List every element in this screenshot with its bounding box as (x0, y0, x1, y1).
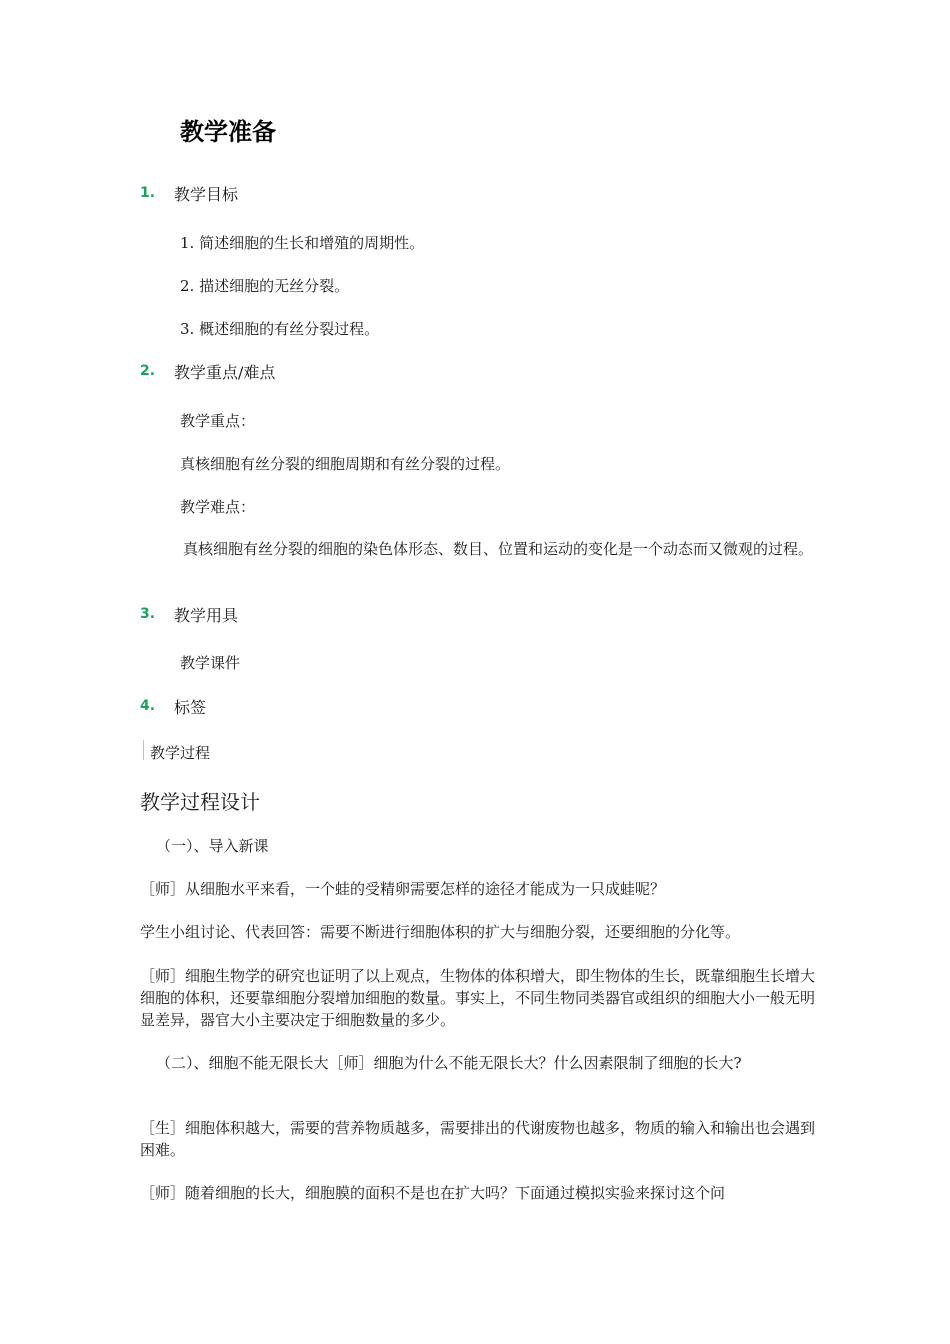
focus-label: 教学重点： (180, 412, 256, 430)
process-label: 教学过程 (150, 744, 211, 762)
section-title-key-points: 教学重点/难点 (174, 363, 276, 382)
section-title-objectives: 教学目标 (174, 185, 239, 204)
section-number: 2. (140, 363, 156, 379)
process-paragraph: 学生小组讨论、代表回答：需要不断进行细胞体积的扩大与细胞分裂，还要细胞的分化等。 (140, 923, 741, 941)
section-number: 1. (140, 185, 156, 201)
section-title-tags: 标签 (174, 698, 207, 717)
section-divider (143, 740, 144, 760)
objective-item: 1. 简述细胞的生长和增殖的周期性。 (180, 234, 425, 252)
section-number: 4. (140, 698, 156, 714)
process-paragraph: ［师］随着细胞的长大，细胞膜的面积不是也在扩大吗？下面通过模拟实验来探讨这个问 (140, 1184, 726, 1202)
process-title: 教学过程设计 (140, 790, 260, 814)
focus-text: 真核细胞有丝分裂的细胞周期和有丝分裂的过程。 (180, 455, 511, 473)
difficulty-text: 真核细胞有丝分裂的细胞的染色体形态、数目、位置和运动的变化是一个动态而又微观的过程。 (168, 540, 814, 558)
section-number: 3. (140, 606, 156, 622)
objective-item: 2. 描述细胞的无丝分裂。 (180, 277, 350, 295)
section-title-tools: 教学用具 (174, 606, 239, 625)
process-paragraph: （一）、导入新课 (156, 837, 269, 855)
objective-item: 3. 概述细胞的有丝分裂过程。 (180, 320, 380, 338)
process-paragraph: ［师］细胞生物学的研究也证明了以上观点，生物体的体积增大，即生物体的生长，既靠细胞生长增大细胞的体积，还要靠细胞分裂增加细胞的数量。事实上，不同生物同类器官或组织的细胞大小一般无明显差异，器官大小主要决定于细胞数量的多少。 (140, 967, 816, 1029)
difficulty-label: 教学难点： (180, 498, 256, 516)
tools-text: 教学课件 (180, 654, 241, 672)
process-paragraph: ［生］细胞体积越大，需要的营养物质越多，需要排出的代谢废物也越多，物质的输入和输出也会遇到困难。 (140, 1119, 816, 1159)
process-paragraph: （二）、细胞不能无限长大［师］细胞为什么不能无限长大？什么因素限制了细胞的长大? (156, 1054, 742, 1072)
page-title: 教学准备 (180, 118, 276, 146)
process-paragraph: ［师］从细胞水平来看，一个蛙的受精卵需要怎样的途径才能成为一只成蛙呢？ (140, 880, 666, 898)
